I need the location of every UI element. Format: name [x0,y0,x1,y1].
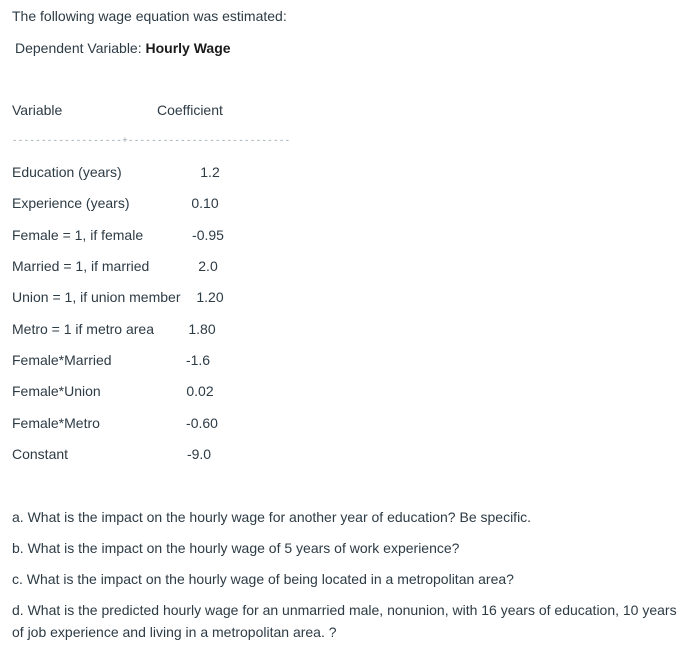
dependent-variable-value: Hourly Wage [145,40,231,56]
intro-text: The following wage equation was estimated: [12,8,287,24]
column-header-variable: Variable [12,102,63,118]
row-coefficient: 0.10 [191,195,219,211]
row-variable: Married = 1, if married [12,258,150,274]
row-coefficient: 1.20 [196,289,224,305]
row-coefficient: 2.0 [198,258,218,274]
row-variable: Union = 1, if union member [12,289,181,305]
row-variable: Metro = 1 if metro area [12,321,155,337]
row-coefficient: 1.80 [188,321,216,337]
table-separator: -------------------+---------------------------- [12,136,291,146]
row-variable: Experience (years) [12,195,130,211]
question-a: a. What is the impact on the hourly wage for another year of education? Be specific. [12,509,532,525]
question-b: b. What is the impact on the hourly wage of 5 years of work experience? [12,540,460,556]
row-variable: Education (years) [12,164,122,180]
row-variable: Female*Metro [12,415,100,431]
row-variable: Female*Union [12,383,101,399]
row-coefficient: -0.95 [192,227,224,243]
column-header-coefficient: Coefficient [157,102,223,118]
row-coefficient: -9.0 [186,446,212,462]
question-c: c. What is the impact on the hourly wage of being located in a metropolitan area? [12,571,514,587]
question-d: d. What is the predicted hourly wage for an unmarried male, nonunion, with 16 years of education, 10 years of job experience and living in a metropolitan area. ? [12,602,677,640]
row-coefficient: 1.2 [200,164,220,180]
row-variable: Female*Married [12,352,112,368]
row-coefficient: -1.6 [185,352,211,368]
row-coefficient: -0.60 [186,415,218,431]
dependent-variable-label: Dependent Variable: [15,40,146,56]
row-variable: Constant [12,446,69,462]
row-coefficient: 0.02 [186,383,214,399]
row-variable: Female = 1, if female [12,227,144,243]
dependent-variable-line [15,39,231,57]
